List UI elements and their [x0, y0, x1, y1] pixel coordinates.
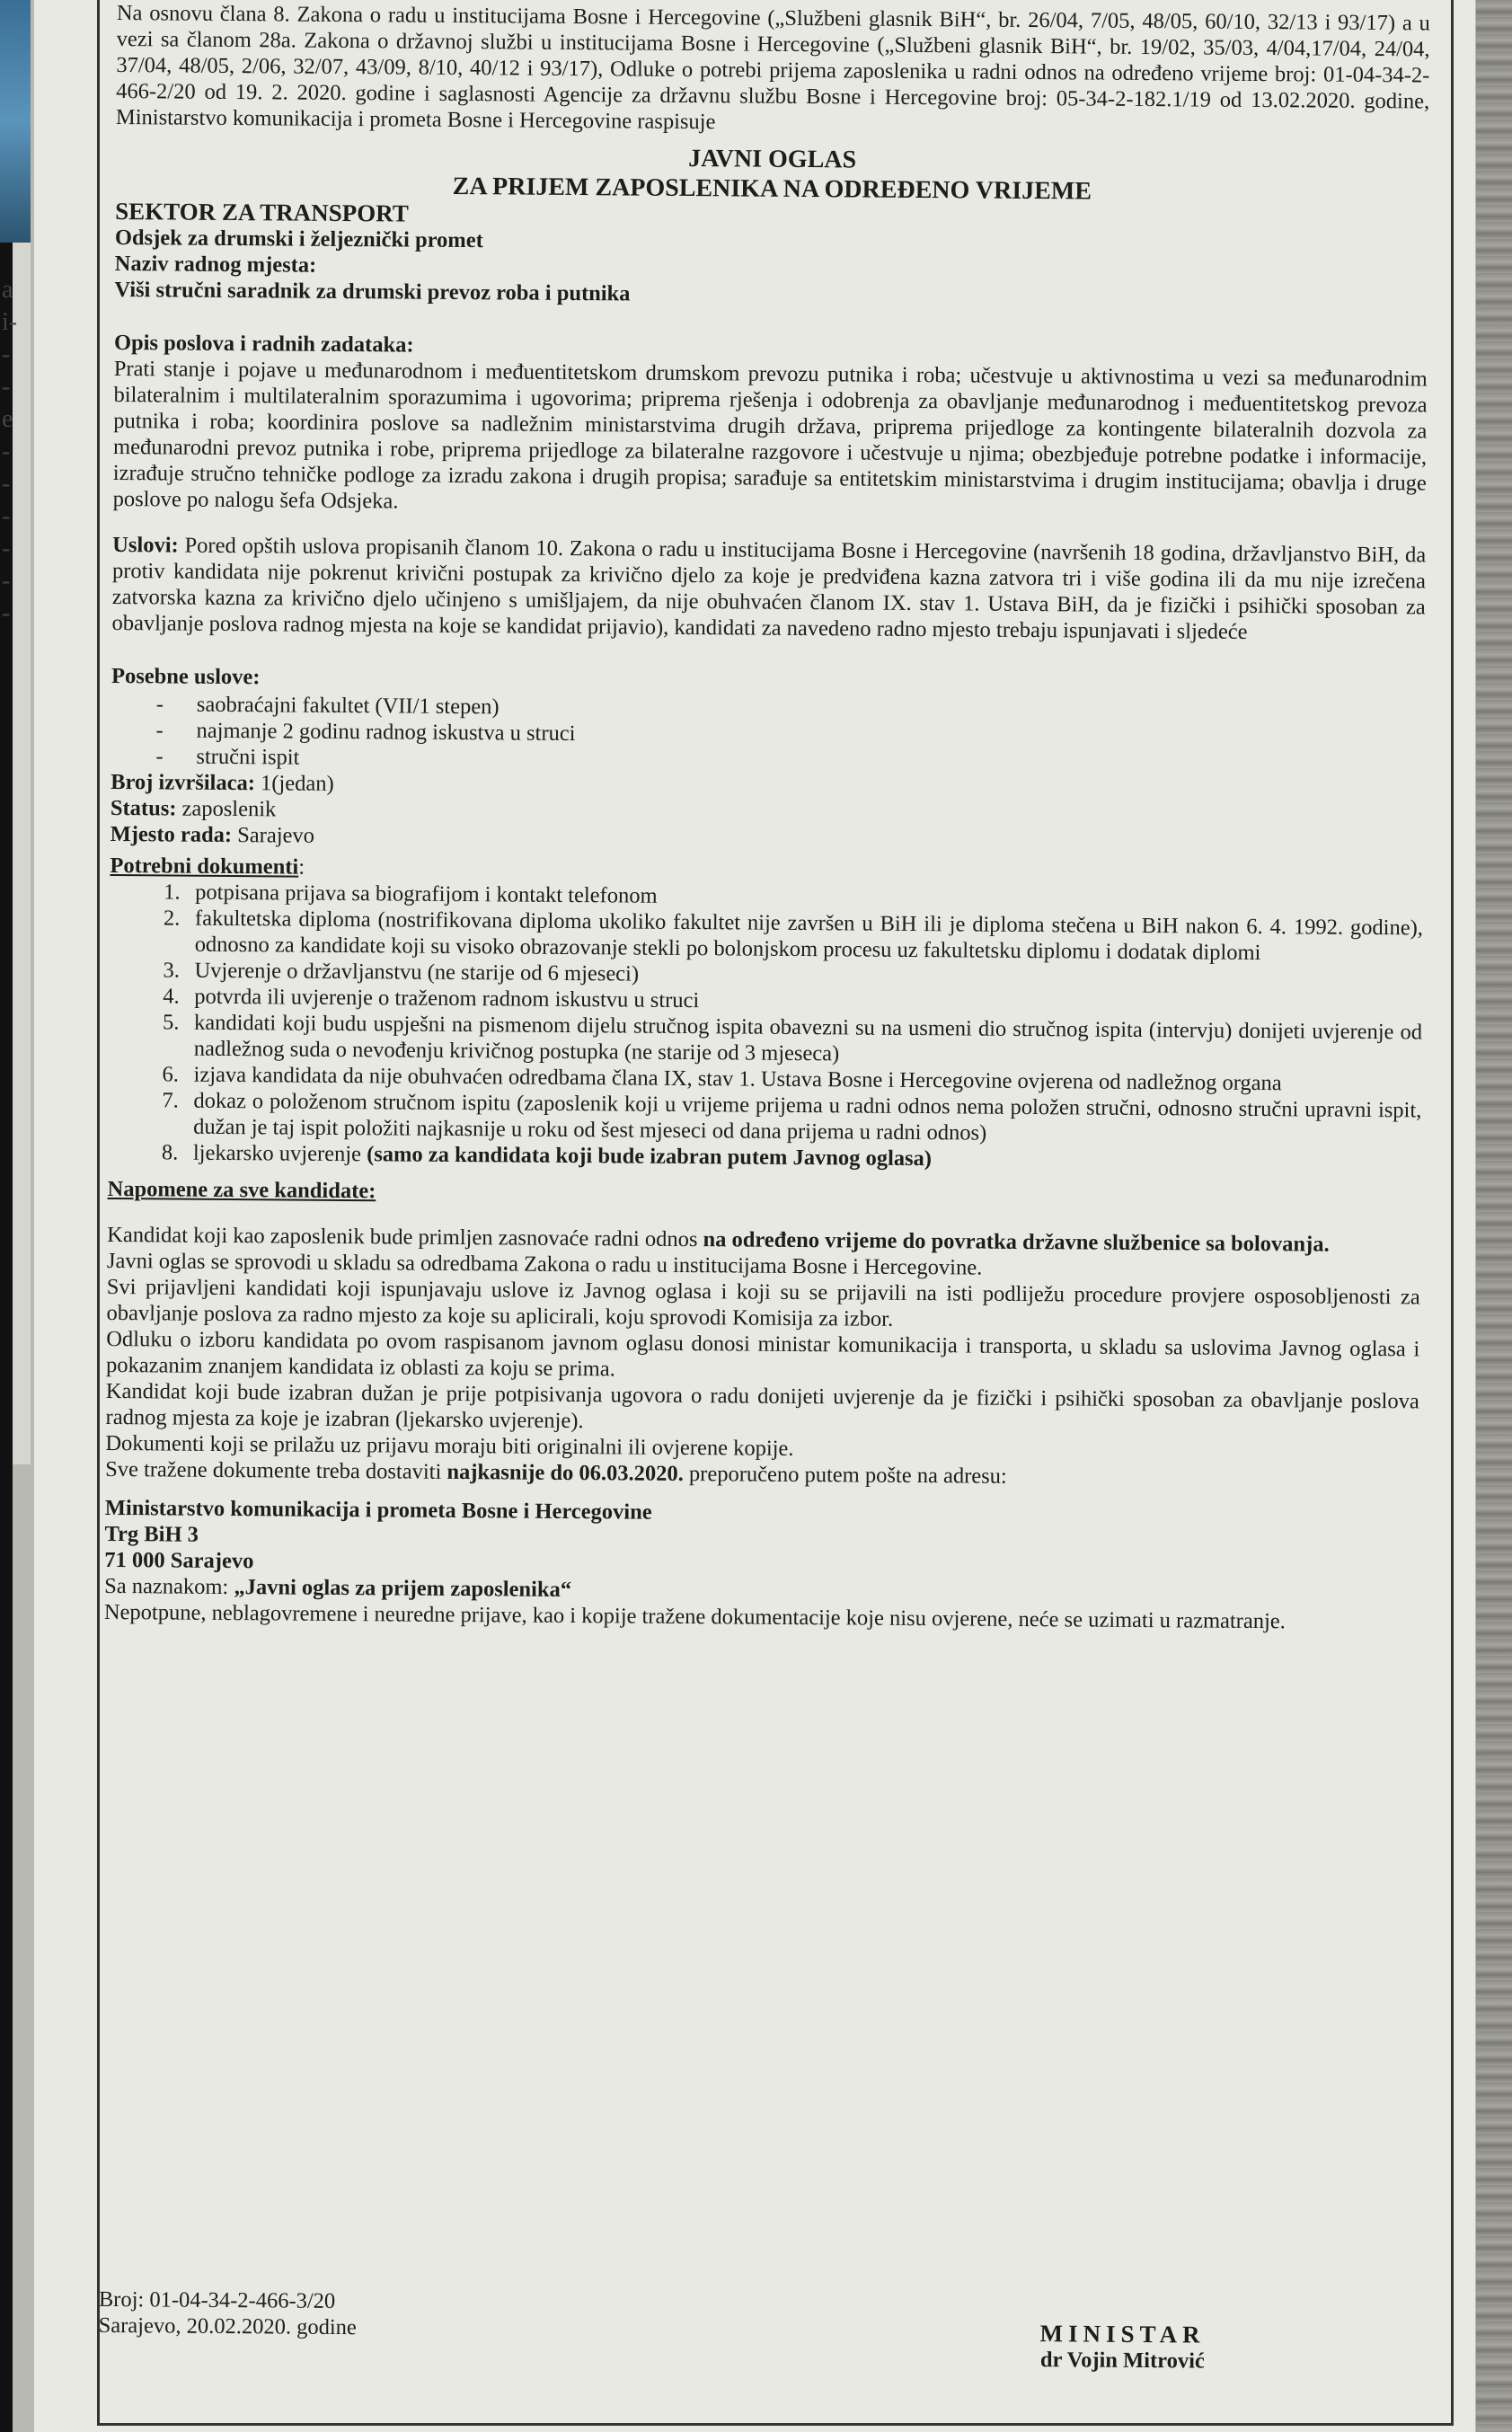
fragment: -: [2, 438, 11, 465]
incomplete-applications-note: Nepotpune, neblagovremene i neuredne prijave, kao i kopije tražene dokumentacije koje nisu ovjerene, neće se uzimati u razmatranje.: [103, 1599, 1286, 1634]
sector-heading: SEKTOR ZA TRANSPORT: [115, 197, 409, 227]
notes-block: [105, 1222, 1420, 1492]
note: Dokumenti koji se prilažu uz prijavu moraju biti originalni ili ovjerene kopije.: [105, 1430, 794, 1461]
mark-value: „Javni oglas za prijem zaposlenika“: [234, 1575, 572, 1603]
item-number: 6.: [162, 1062, 180, 1087]
deadline-tail: preporučeno putem pošte na adresu:: [683, 1462, 1007, 1489]
executors-label: Broj izvršilaca:: [111, 769, 256, 796]
list-item: - saobraćajni fakultet (VII/1 stepen): [156, 691, 1425, 727]
signatory-name: dr Vojin Mitrović: [1039, 2348, 1205, 2374]
fragment: -: [2, 535, 11, 562]
item-text: Uvjerenje o državljanstvu (ne starije od 6 mjeseci): [194, 958, 640, 986]
fragment: i-: [2, 308, 18, 336]
item-text: dokaz o položenom stručnom ispitu (zaposlenik koji u vrijeme prijema u radni odnos nema položen stručni, odnosno stručni upravni ispit, dužan je taj ispit položiti najkasnije u roku od šest mjeseci od dana prijema u radni odnos): [193, 1088, 1422, 1145]
documents-colon: :: [298, 854, 305, 880]
list-item: [162, 1087, 1421, 1149]
documents-list: [162, 879, 1423, 1175]
status-value: zaposlenik: [176, 796, 277, 822]
fragment: -: [2, 599, 11, 627]
deadline-date: najkasnije do 06.03.2020.: [447, 1459, 684, 1487]
mark-label: Sa naznakom:: [104, 1573, 234, 1600]
notes-label: Napomene za sve kandidate:: [107, 1176, 376, 1204]
item-text: izjava kandidata da nije obuhvaćen odredbama člana IX, stav 1. Ustava Bosne i Hercegovine ovjerena od nadležnog organa: [193, 1062, 1282, 1096]
reference-date: Sarajevo, 20.02.2020. godine: [98, 2313, 357, 2340]
adjacent-page-photo: [0, 0, 31, 243]
position-label: Naziv radnog mjesta:: [114, 251, 317, 278]
special-conditions-label: Posebne uslove:: [111, 663, 261, 690]
notice-footer: [98, 2286, 1412, 2404]
item-number: 8.: [161, 1140, 179, 1165]
conditions-paragraph: [111, 532, 1426, 646]
fragment: -: [2, 373, 11, 401]
fragment: -: [2, 470, 11, 498]
address-line: Ministarstvo komunikacija i prometa Bosne i Hercegovine: [104, 1495, 652, 1525]
item-text-bold: (samo za kandidata koji bude izabran putem Javnog oglasa): [367, 1142, 933, 1172]
conditions-label: Uslovi:: [112, 532, 179, 558]
fragment: e: [2, 405, 13, 433]
item-text: potpisana prijava sa biografijom i kontakt telefonom: [195, 880, 658, 908]
deadline-text: Sve tražene dokumente treba dostaviti: [105, 1456, 447, 1484]
intro-paragraph: Na osnovu člana 8. Zakona o radu u institucijama Bosne i Hercegovine („Službeni glasnik BiH“, br. 26/04, 7/05, 48/05, 60/10, 32/13 i 93/17) a u vezi sa članom 28a. Zakona o državnoj službi u institucijama Bosne i Hercegovine („Službeni glasnik BiH“, br. 19/02, 35/03, 4/04,17/04, 24/04, 37/04, 48/05, 2/06, 32/07, 43/09, 8/10, 40/12 i 93/17), Odluke o potrebi prijema zaposlenika u radni odnos na određeno vrijeme broj: 01-04-34-2-466-2/20 od 19. 2. 2020. godine i saglasnosti Agencije za državnu službu Bosne i Hercegovine broj: 05-34-2-182.1/19 od 13.02.2020. godine, Ministarstvo komunikacija i prometa Bosne i Hercegovine raspisuje: [115, 0, 1430, 135]
item-text: kandidati koji budu uspješni na pismenom dijelu stručnog ispita obavezni su na usmeni dio stručnog ispita (intervju) donijeti uvjerenje od nadležnog suda o nevođenju krivičnog postupka (ne starije od 3 mjeseca): [193, 1010, 1423, 1066]
item-number: 3.: [163, 958, 181, 983]
item-text: ljekarsko uvjerenje: [192, 1140, 367, 1167]
fragment: a: [2, 276, 13, 304]
address-line: 71 000 Sarajevo: [104, 1547, 254, 1574]
title-line-2: ZA PRIJEM ZAPOSLENIKA NA ODREĐENO VRIJEME: [452, 172, 1092, 206]
signature-block: [1039, 2321, 1205, 2374]
adjacent-page-text-fragments: [0, 274, 31, 630]
postal-address: [104, 1495, 1419, 1583]
item-number: 4.: [163, 984, 180, 1009]
list-item: - stručni ispit: [155, 743, 1424, 779]
note: Javni oglas se sprovodi u skladu sa odredbama Zakona o radu u institucijama Bosne i Hercegovine.: [106, 1248, 983, 1280]
special-conditions-list: [155, 691, 1425, 779]
item-text: potvrda ili uvjerenje o traženom radnom iskustvu u struci: [194, 984, 700, 1013]
address-line: Trg BiH 3: [104, 1521, 199, 1547]
workplace-value: Sarajevo: [231, 823, 315, 848]
list-item: - najmanje 2 godinu radnog iskustva u struci: [156, 717, 1425, 753]
item-text: fakultetska diploma (nostrifikovana diploma ukoliko fakultet nije završen u BiH ili je diploma stečena u BiH nakon 6. 4. 1992. godine), odnosno za kandidate koji su visoko obrazovanje stekli po bolonjskom procesu uz fakultetsku diplomu i dodatak diplomi: [194, 906, 1424, 966]
note-text-bold: na određeno vrijeme do povratka državne službenice sa bolovanja.: [703, 1227, 1330, 1257]
executors-value: 1(jedan): [254, 771, 334, 796]
item-number: 5.: [162, 1010, 180, 1035]
fragment: -: [2, 567, 11, 595]
public-notice: [98, 0, 1430, 2431]
status-label: Status:: [110, 795, 177, 821]
note: Svi prijavljeni kandidati koji ispunjavaju uslove iz Javnog oglasa i koji su se prijavili na isti podliježu procedure provjere osposobljenosti za obavljanje poslova za radno mjesto za koje su aplicirali, koju sprovodi Komisija za izbor.: [106, 1274, 1420, 1331]
reference-number: Broj: 01-04-34-2-466-3/20: [98, 2286, 336, 2313]
note-text: Kandidat koji kao zaposlenik bude primljen zasnovaće radni odnos: [107, 1222, 703, 1252]
page-edge-right: [1476, 0, 1512, 2432]
duties-text: Prati stanje i pojave u međunarodnom i međuentitetskom drumskom prevozu putnika i roba; učestvuje u aktivnostima u vezi sa međunarodnim bilateralnim i multilateralnim sporazumima i ugovorima; priprema rješenja i odobrenja za obavljanje međunarodnog i međuentitetskog prevoza putnika i roba; koordinira poslove sa nadležnim ministarstvima drugih država, priprema prijedloge za kontingente bilateralnih dozvola za međunarodni prevoz putnika i robe, priprema prijedloge za bilateralne razgovore i učestvuje u njima; obezbjeđuje potrebne podatke i informacije, izrađuje stručno tehničke podloge za izradu zakona i drugih propisa; sarađuje sa entitetskim ministarstvima i drugim institucijama; obavlja i druge poslove po nalogu šefa Odsjeka.: [112, 356, 1428, 514]
conditions-text: Pored opštih uslova propisanih članom 10. Zakona o radu u institucijama Bosne i Hercegovine (navršenih 18 godina, državljanstvo BiH, da protiv kandidata nije pokrenut krivični postupak za krivično djelo za koje je predviđena kazna zatvora tri i više godina ili da mu nije izrečena zatvorska kazna za krivično djelo učinjeno s umišljajem, da nije obuhvaćen članom IX. stav 1. Ustava BiH, da je fizički i psihički sposoban za obavljanje poslova radnog mjesta na koje se kandidat prijavio), kandidati za navedeno radno mjesto trebaju ispunjavati i sljedeće: [111, 533, 1427, 644]
title-line-1: JAVNI OGLAS: [688, 145, 857, 174]
newspaper-page: [34, 0, 1475, 2432]
reference: [99, 2286, 358, 2340]
note: Kandidat koji bude izabran dužan je prije potpisivanja ugovora o radu donijeti uvjerenje da je fizički i psihički sposoban za obavljanje poslova radnog mjesta za koje je izabran (ljekarsko uvjerenje).: [105, 1378, 1419, 1434]
workplace-label: Mjesto rada:: [110, 821, 233, 848]
fragment: -: [2, 340, 11, 368]
signatory-title: MINISTAR: [1039, 2320, 1206, 2348]
position-name: Viši stručni saradnik za drumski prevoz roba i putnika: [114, 277, 631, 306]
item-number: 2.: [163, 906, 181, 931]
fragment: -: [2, 502, 11, 530]
item-number: 7.: [162, 1088, 179, 1113]
department: Odsjek za drumski i željeznički promet: [114, 225, 483, 253]
note: Odluku o izboru kandidata po ovom raspisanom javnom oglasu donosi ministar komunikacija i transporta, u skladu sa uslovima Javnog oglasa i pokazanim znanjem kandidata iz oblasti za koju se prima.: [105, 1326, 1420, 1382]
documents-label: Potrebni dokumenti: [110, 853, 299, 880]
duties-label: Opis poslova i radnih zadataka:: [113, 330, 414, 358]
item-number: 1.: [164, 880, 181, 905]
